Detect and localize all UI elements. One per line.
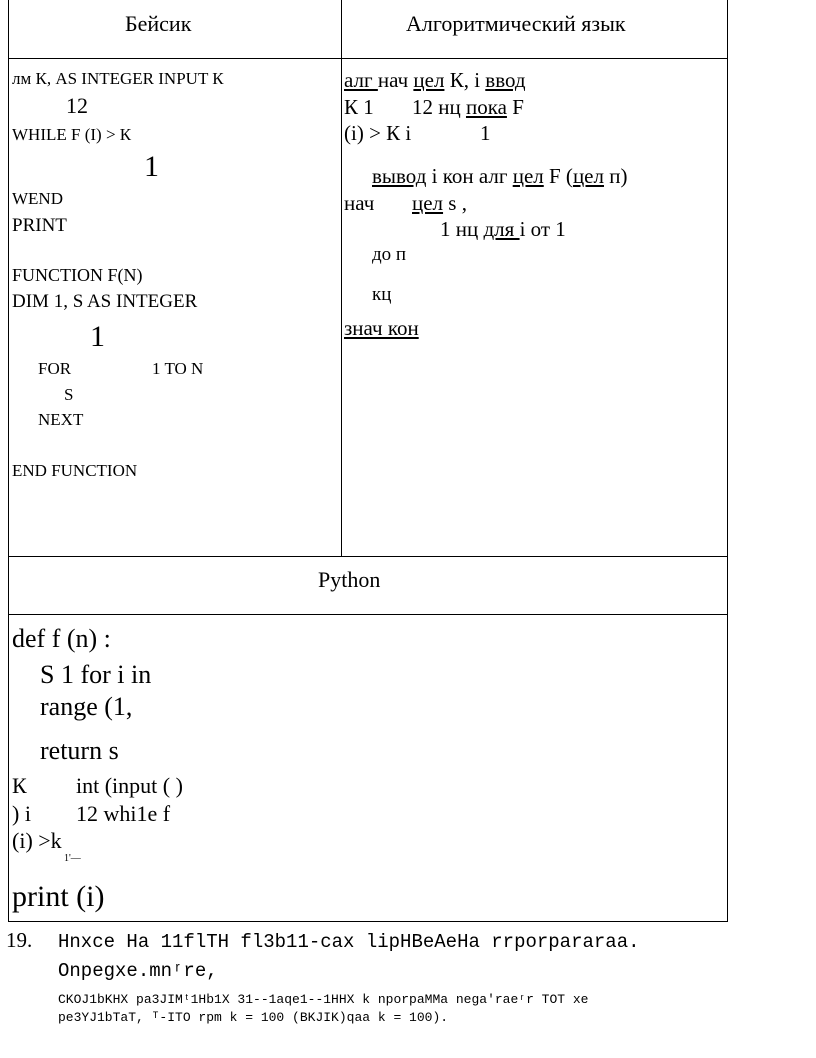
python-line: (i) >k — [12, 828, 62, 853]
text: і от 1 — [519, 217, 566, 241]
python-line: int (input ( ) — [76, 773, 183, 798]
basic-line: лм К, AS INTEGER INPUT К — [12, 69, 224, 88]
basic-line: END FUNCTION — [12, 461, 138, 480]
python-line: 1'— — [64, 853, 81, 864]
alg-line: (i) > К i — [344, 121, 412, 145]
text: F ( — [543, 164, 573, 188]
text: і кон алг — [426, 164, 513, 188]
alg-line: К 1 — [344, 95, 374, 119]
alg-line — [412, 95, 524, 120]
basic-line: 1 — [144, 150, 159, 183]
text: К, і — [444, 68, 486, 92]
alg-line — [344, 68, 526, 93]
alg-line: до п — [372, 244, 407, 265]
header-python: Python — [318, 567, 381, 592]
keyword: для — [483, 217, 520, 241]
python-line: S 1 for i in — [40, 660, 152, 689]
task-line: CKOJ1bKHX pa3JIMᵗ1Hb1X 31--1aqe1--1HHX k nporpaMMa nega'raeʳr TOT xe — [58, 992, 589, 1007]
text: 12 нц — [412, 95, 466, 119]
alg-line — [412, 191, 467, 216]
keyword: вывод — [372, 164, 427, 188]
basic-line: PRINT — [12, 215, 67, 236]
python-line: print (i) — [12, 880, 105, 913]
basic-line: 1 TO N — [152, 359, 204, 378]
python-line: range (1, — [40, 692, 133, 721]
python-header-bottom — [9, 614, 727, 615]
header-alg: Алгоритмический язык — [406, 11, 626, 36]
keyword: цел — [572, 164, 604, 188]
basic-line: 12 — [66, 93, 88, 118]
basic-line: WEND — [12, 189, 63, 208]
task-line: pe3YJ1bTaT, ᵀ-ITO rpm k = 100 (BKJIK)qaa k = 100). — [58, 1010, 449, 1025]
python-line: def f (n) : — [12, 624, 111, 653]
text: нач — [377, 68, 414, 92]
task-line: Onpegxe.mnʳre, — [58, 960, 218, 982]
python-header-top — [9, 556, 727, 557]
header-divider — [9, 58, 727, 59]
basic-line: WHILE F (I) > К — [12, 125, 132, 144]
basic-line: NEXT — [38, 410, 84, 429]
task-line: Hnxce Ha 11flTH fl3b11-cax lipHBeAeHa rrporpararaa. — [58, 931, 640, 953]
basic-line: 1 — [90, 320, 105, 353]
keyword: пока — [465, 95, 507, 119]
text: п) — [603, 164, 628, 188]
python-line: ) i — [12, 801, 31, 826]
basic-line: FUNCTION F(N) — [12, 265, 143, 285]
python-line: К — [12, 773, 27, 798]
keyword: алг — [344, 68, 378, 92]
alg-line — [372, 164, 627, 189]
alg-line: 1 — [480, 121, 491, 145]
python-line: return s — [40, 736, 119, 765]
alg-line: кц — [372, 284, 392, 305]
alg-line: знач кон — [344, 316, 419, 340]
python-line: 12 whi1e f — [76, 801, 171, 826]
alg-line: нач — [344, 191, 375, 215]
basic-line: DIM 1, S AS INTEGER — [12, 291, 198, 312]
keyword: цел — [512, 164, 544, 188]
text: F — [506, 95, 524, 119]
basic-line: S — [64, 385, 74, 404]
column-divider — [341, 0, 342, 556]
keyword: ввод — [485, 68, 526, 92]
keyword: цел — [412, 191, 444, 215]
text: s , — [443, 191, 467, 215]
header-basic: Бейсик — [125, 11, 192, 36]
task-number: 19. — [6, 928, 33, 952]
basic-line: FOR — [38, 359, 72, 378]
keyword: цел — [413, 68, 445, 92]
alg-line — [440, 217, 566, 242]
text: 1 нц — [440, 217, 484, 241]
